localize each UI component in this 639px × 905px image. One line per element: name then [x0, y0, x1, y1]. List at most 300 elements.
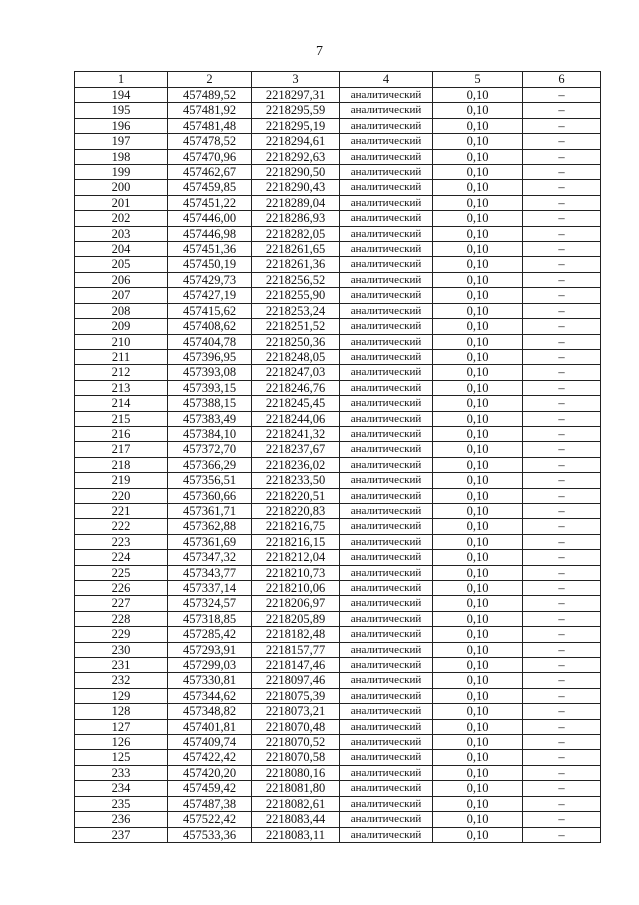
x-coordinate-cell: 457408,62: [168, 319, 252, 334]
x-coordinate-cell: 457489,52: [168, 88, 252, 103]
x-coordinate-cell: 457372,70: [168, 442, 252, 457]
note-cell: –: [523, 503, 601, 518]
x-coordinate-cell: 457478,52: [168, 134, 252, 149]
x-coordinate-cell: 457522,42: [168, 812, 252, 827]
point-number-cell: 223: [75, 534, 168, 549]
note-cell: –: [523, 195, 601, 210]
y-coordinate-cell: 2218210,06: [252, 581, 340, 596]
note-cell: –: [523, 550, 601, 565]
table-row: [75, 411, 601, 426]
table-row: [75, 103, 601, 118]
point-number-cell: 225: [75, 565, 168, 580]
method-cell: аналитический: [340, 658, 433, 673]
x-coordinate-cell: 457285,42: [168, 627, 252, 642]
accuracy-cell: 0,10: [433, 211, 523, 226]
y-coordinate-cell: 2218292,63: [252, 149, 340, 164]
point-number-cell: 201: [75, 195, 168, 210]
method-cell: аналитический: [340, 334, 433, 349]
note-cell: –: [523, 242, 601, 257]
point-number-cell: 229: [75, 627, 168, 642]
table-row: [75, 673, 601, 688]
y-coordinate-cell: 2218220,83: [252, 503, 340, 518]
note-cell: –: [523, 319, 601, 334]
table-row: [75, 365, 601, 380]
method-cell: аналитический: [340, 396, 433, 411]
note-cell: –: [523, 827, 601, 842]
accuracy-cell: 0,10: [433, 611, 523, 626]
method-cell: аналитический: [340, 103, 433, 118]
table-row: [75, 750, 601, 765]
column-header-5: 5: [433, 72, 523, 88]
y-coordinate-cell: 2218081,80: [252, 781, 340, 796]
method-cell: аналитический: [340, 519, 433, 534]
method-cell: аналитический: [340, 781, 433, 796]
y-coordinate-cell: 2218157,77: [252, 642, 340, 657]
table-header-row: [75, 72, 601, 88]
table-row: [75, 704, 601, 719]
table-row: [75, 396, 601, 411]
x-coordinate-cell: 457360,66: [168, 488, 252, 503]
y-coordinate-cell: 2218251,52: [252, 319, 340, 334]
note-cell: –: [523, 396, 601, 411]
table-row: [75, 765, 601, 780]
method-cell: аналитический: [340, 195, 433, 210]
note-cell: –: [523, 380, 601, 395]
point-number-cell: 210: [75, 334, 168, 349]
note-cell: –: [523, 180, 601, 195]
note-cell: –: [523, 611, 601, 626]
accuracy-cell: 0,10: [433, 704, 523, 719]
point-number-cell: 215: [75, 411, 168, 426]
point-number-cell: 208: [75, 303, 168, 318]
y-coordinate-cell: 2218073,21: [252, 704, 340, 719]
y-coordinate-cell: 2218282,05: [252, 226, 340, 241]
table-row: [75, 334, 601, 349]
note-cell: –: [523, 750, 601, 765]
note-cell: –: [523, 457, 601, 472]
note-cell: –: [523, 658, 601, 673]
note-cell: –: [523, 257, 601, 272]
point-number-cell: 212: [75, 365, 168, 380]
x-coordinate-cell: 457318,85: [168, 611, 252, 626]
column-header-6: 6: [523, 72, 601, 88]
y-coordinate-cell: 2218289,04: [252, 195, 340, 210]
method-cell: аналитический: [340, 180, 433, 195]
method-cell: аналитический: [340, 750, 433, 765]
accuracy-cell: 0,10: [433, 118, 523, 133]
note-cell: –: [523, 134, 601, 149]
x-coordinate-cell: 457427,19: [168, 288, 252, 303]
y-coordinate-cell: 2218080,16: [252, 765, 340, 780]
table-row: [75, 380, 601, 395]
note-cell: –: [523, 704, 601, 719]
x-coordinate-cell: 457299,03: [168, 658, 252, 673]
accuracy-cell: 0,10: [433, 365, 523, 380]
y-coordinate-cell: 2218182,48: [252, 627, 340, 642]
x-coordinate-cell: 457404,78: [168, 334, 252, 349]
table-row: [75, 457, 601, 472]
accuracy-cell: 0,10: [433, 642, 523, 657]
table-row: [75, 180, 601, 195]
table-row: [75, 565, 601, 580]
table-row: [75, 642, 601, 657]
point-number-cell: 204: [75, 242, 168, 257]
y-coordinate-cell: 2218083,11: [252, 827, 340, 842]
x-coordinate-cell: 457459,42: [168, 781, 252, 796]
accuracy-cell: 0,10: [433, 411, 523, 426]
y-coordinate-cell: 2218294,61: [252, 134, 340, 149]
point-number-cell: 219: [75, 473, 168, 488]
accuracy-cell: 0,10: [433, 488, 523, 503]
method-cell: аналитический: [340, 596, 433, 611]
method-cell: аналитический: [340, 673, 433, 688]
y-coordinate-cell: 2218147,46: [252, 658, 340, 673]
table-row: [75, 88, 601, 103]
point-number-cell: 198: [75, 149, 168, 164]
note-cell: –: [523, 519, 601, 534]
accuracy-cell: 0,10: [433, 380, 523, 395]
table-row: [75, 349, 601, 364]
accuracy-cell: 0,10: [433, 288, 523, 303]
x-coordinate-cell: 457337,14: [168, 581, 252, 596]
x-coordinate-cell: 457361,69: [168, 534, 252, 549]
point-number-cell: 224: [75, 550, 168, 565]
accuracy-cell: 0,10: [433, 195, 523, 210]
note-cell: –: [523, 426, 601, 441]
point-number-cell: 230: [75, 642, 168, 657]
accuracy-cell: 0,10: [433, 226, 523, 241]
point-number-cell: 128: [75, 704, 168, 719]
point-number-cell: 234: [75, 781, 168, 796]
method-cell: аналитический: [340, 165, 433, 180]
note-cell: –: [523, 565, 601, 580]
table-row: [75, 257, 601, 272]
method-cell: аналитический: [340, 719, 433, 734]
y-coordinate-cell: 2218205,89: [252, 611, 340, 626]
note-cell: –: [523, 812, 601, 827]
note-cell: –: [523, 796, 601, 811]
note-cell: –: [523, 642, 601, 657]
x-coordinate-cell: 457446,00: [168, 211, 252, 226]
x-coordinate-cell: 457324,57: [168, 596, 252, 611]
note-cell: –: [523, 765, 601, 780]
accuracy-cell: 0,10: [433, 180, 523, 195]
table-row: [75, 488, 601, 503]
column-header-2: 2: [168, 72, 252, 88]
table-row: [75, 827, 601, 842]
note-cell: –: [523, 411, 601, 426]
y-coordinate-cell: 2218070,58: [252, 750, 340, 765]
method-cell: аналитический: [340, 272, 433, 287]
x-coordinate-cell: 457384,10: [168, 426, 252, 441]
table-row: [75, 534, 601, 549]
x-coordinate-cell: 457462,67: [168, 165, 252, 180]
x-coordinate-cell: 457422,42: [168, 750, 252, 765]
note-cell: –: [523, 165, 601, 180]
y-coordinate-cell: 2218250,36: [252, 334, 340, 349]
method-cell: аналитический: [340, 319, 433, 334]
y-coordinate-cell: 2218295,19: [252, 118, 340, 133]
y-coordinate-cell: 2218241,32: [252, 426, 340, 441]
method-cell: аналитический: [340, 442, 433, 457]
x-coordinate-cell: 457362,88: [168, 519, 252, 534]
y-coordinate-cell: 2218237,67: [252, 442, 340, 457]
y-coordinate-cell: 2218216,75: [252, 519, 340, 534]
x-coordinate-cell: 457481,48: [168, 118, 252, 133]
accuracy-cell: 0,10: [433, 503, 523, 518]
point-number-cell: 126: [75, 735, 168, 750]
point-number-cell: 211: [75, 349, 168, 364]
y-coordinate-cell: 2218286,93: [252, 211, 340, 226]
point-number-cell: 235: [75, 796, 168, 811]
point-number-cell: 237: [75, 827, 168, 842]
y-coordinate-cell: 2218245,45: [252, 396, 340, 411]
accuracy-cell: 0,10: [433, 242, 523, 257]
point-number-cell: 226: [75, 581, 168, 596]
method-cell: аналитический: [340, 627, 433, 642]
note-cell: –: [523, 596, 601, 611]
table-row: [75, 550, 601, 565]
y-coordinate-cell: 2218083,44: [252, 812, 340, 827]
point-number-cell: 129: [75, 688, 168, 703]
accuracy-cell: 0,10: [433, 658, 523, 673]
note-cell: –: [523, 442, 601, 457]
x-coordinate-cell: 457347,32: [168, 550, 252, 565]
point-number-cell: 222: [75, 519, 168, 534]
column-header-4: 4: [340, 72, 433, 88]
note-cell: –: [523, 581, 601, 596]
accuracy-cell: 0,10: [433, 827, 523, 842]
x-coordinate-cell: 457459,85: [168, 180, 252, 195]
table-row: [75, 796, 601, 811]
table-row: [75, 426, 601, 441]
table-row: [75, 627, 601, 642]
note-cell: –: [523, 349, 601, 364]
accuracy-cell: 0,10: [433, 688, 523, 703]
x-coordinate-cell: 457451,22: [168, 195, 252, 210]
table-row: [75, 519, 601, 534]
note-cell: –: [523, 781, 601, 796]
method-cell: аналитический: [340, 642, 433, 657]
y-coordinate-cell: 2218233,50: [252, 473, 340, 488]
accuracy-cell: 0,10: [433, 796, 523, 811]
y-coordinate-cell: 2218236,02: [252, 457, 340, 472]
x-coordinate-cell: 457409,74: [168, 735, 252, 750]
accuracy-cell: 0,10: [433, 396, 523, 411]
y-coordinate-cell: 2218244,06: [252, 411, 340, 426]
point-number-cell: 202: [75, 211, 168, 226]
point-number-cell: 231: [75, 658, 168, 673]
y-coordinate-cell: 2218082,61: [252, 796, 340, 811]
x-coordinate-cell: 457415,62: [168, 303, 252, 318]
y-coordinate-cell: 2218070,48: [252, 719, 340, 734]
y-coordinate-cell: 2218220,51: [252, 488, 340, 503]
x-coordinate-cell: 457393,08: [168, 365, 252, 380]
table-row: [75, 211, 601, 226]
table-row: [75, 195, 601, 210]
accuracy-cell: 0,10: [433, 134, 523, 149]
method-cell: аналитический: [340, 473, 433, 488]
x-coordinate-cell: 457343,77: [168, 565, 252, 580]
table-row: [75, 242, 601, 257]
method-cell: аналитический: [340, 503, 433, 518]
y-coordinate-cell: 2218290,50: [252, 165, 340, 180]
accuracy-cell: 0,10: [433, 519, 523, 534]
table-row: [75, 719, 601, 734]
table-row: [75, 658, 601, 673]
table-row: [75, 303, 601, 318]
table-row: [75, 442, 601, 457]
table-row: [75, 781, 601, 796]
point-number-cell: 206: [75, 272, 168, 287]
note-cell: –: [523, 627, 601, 642]
accuracy-cell: 0,10: [433, 319, 523, 334]
method-cell: аналитический: [340, 550, 433, 565]
method-cell: аналитический: [340, 365, 433, 380]
accuracy-cell: 0,10: [433, 88, 523, 103]
x-coordinate-cell: 457293,91: [168, 642, 252, 657]
y-coordinate-cell: 2218216,15: [252, 534, 340, 549]
table-row: [75, 118, 601, 133]
x-coordinate-cell: 457361,71: [168, 503, 252, 518]
y-coordinate-cell: 2218212,04: [252, 550, 340, 565]
note-cell: –: [523, 488, 601, 503]
table-row: [75, 735, 601, 750]
point-number-cell: 199: [75, 165, 168, 180]
note-cell: –: [523, 272, 601, 287]
accuracy-cell: 0,10: [433, 473, 523, 488]
x-coordinate-cell: 457344,62: [168, 688, 252, 703]
coordinates-table: [74, 71, 601, 843]
point-number-cell: 217: [75, 442, 168, 457]
note-cell: –: [523, 688, 601, 703]
x-coordinate-cell: 457481,92: [168, 103, 252, 118]
y-coordinate-cell: 2218297,31: [252, 88, 340, 103]
accuracy-cell: 0,10: [433, 781, 523, 796]
accuracy-cell: 0,10: [433, 550, 523, 565]
x-coordinate-cell: 457451,36: [168, 242, 252, 257]
method-cell: аналитический: [340, 134, 433, 149]
accuracy-cell: 0,10: [433, 457, 523, 472]
x-coordinate-cell: 457348,82: [168, 704, 252, 719]
method-cell: аналитический: [340, 765, 433, 780]
method-cell: аналитический: [340, 488, 433, 503]
y-coordinate-cell: 2218290,43: [252, 180, 340, 195]
accuracy-cell: 0,10: [433, 750, 523, 765]
table-row: [75, 149, 601, 164]
method-cell: аналитический: [340, 611, 433, 626]
note-cell: –: [523, 226, 601, 241]
table-row: [75, 473, 601, 488]
table-row: [75, 165, 601, 180]
x-coordinate-cell: 457383,49: [168, 411, 252, 426]
method-cell: аналитический: [340, 457, 433, 472]
note-cell: –: [523, 288, 601, 303]
table-row: [75, 611, 601, 626]
note-cell: –: [523, 103, 601, 118]
y-coordinate-cell: 2218210,73: [252, 565, 340, 580]
x-coordinate-cell: 457446,98: [168, 226, 252, 241]
note-cell: –: [523, 473, 601, 488]
point-number-cell: 220: [75, 488, 168, 503]
method-cell: аналитический: [340, 411, 433, 426]
accuracy-cell: 0,10: [433, 812, 523, 827]
y-coordinate-cell: 2218097,46: [252, 673, 340, 688]
y-coordinate-cell: 2218247,03: [252, 365, 340, 380]
point-number-cell: 127: [75, 719, 168, 734]
method-cell: аналитический: [340, 827, 433, 842]
note-cell: –: [523, 735, 601, 750]
note-cell: –: [523, 303, 601, 318]
method-cell: аналитический: [340, 257, 433, 272]
accuracy-cell: 0,10: [433, 765, 523, 780]
method-cell: аналитический: [340, 349, 433, 364]
point-number-cell: 209: [75, 319, 168, 334]
accuracy-cell: 0,10: [433, 719, 523, 734]
method-cell: аналитический: [340, 88, 433, 103]
accuracy-cell: 0,10: [433, 596, 523, 611]
point-number-cell: 227: [75, 596, 168, 611]
x-coordinate-cell: 457429,73: [168, 272, 252, 287]
point-number-cell: 203: [75, 226, 168, 241]
point-number-cell: 197: [75, 134, 168, 149]
table-body: [75, 72, 601, 843]
method-cell: аналитический: [340, 581, 433, 596]
note-cell: –: [523, 211, 601, 226]
accuracy-cell: 0,10: [433, 272, 523, 287]
method-cell: аналитический: [340, 118, 433, 133]
y-coordinate-cell: 2218255,90: [252, 288, 340, 303]
x-coordinate-cell: 457393,15: [168, 380, 252, 395]
point-number-cell: 221: [75, 503, 168, 518]
y-coordinate-cell: 2218295,59: [252, 103, 340, 118]
accuracy-cell: 0,10: [433, 165, 523, 180]
accuracy-cell: 0,10: [433, 627, 523, 642]
method-cell: аналитический: [340, 303, 433, 318]
point-number-cell: 232: [75, 673, 168, 688]
table-row: [75, 581, 601, 596]
table-row: [75, 596, 601, 611]
method-cell: аналитический: [340, 149, 433, 164]
table-row: [75, 812, 601, 827]
x-coordinate-cell: 457401,81: [168, 719, 252, 734]
table-row: [75, 503, 601, 518]
table-row: [75, 272, 601, 287]
accuracy-cell: 0,10: [433, 735, 523, 750]
point-number-cell: 228: [75, 611, 168, 626]
accuracy-cell: 0,10: [433, 442, 523, 457]
note-cell: –: [523, 334, 601, 349]
y-coordinate-cell: 2218256,52: [252, 272, 340, 287]
table-row: [75, 319, 601, 334]
note-cell: –: [523, 118, 601, 133]
x-coordinate-cell: 457470,96: [168, 149, 252, 164]
x-coordinate-cell: 457356,51: [168, 473, 252, 488]
accuracy-cell: 0,10: [433, 565, 523, 580]
x-coordinate-cell: 457330,81: [168, 673, 252, 688]
accuracy-cell: 0,10: [433, 534, 523, 549]
method-cell: аналитический: [340, 211, 433, 226]
point-number-cell: 233: [75, 765, 168, 780]
method-cell: аналитический: [340, 380, 433, 395]
x-coordinate-cell: 457366,29: [168, 457, 252, 472]
x-coordinate-cell: 457533,36: [168, 827, 252, 842]
note-cell: –: [523, 534, 601, 549]
accuracy-cell: 0,10: [433, 426, 523, 441]
method-cell: аналитический: [340, 565, 433, 580]
y-coordinate-cell: 2218246,76: [252, 380, 340, 395]
method-cell: аналитический: [340, 735, 433, 750]
